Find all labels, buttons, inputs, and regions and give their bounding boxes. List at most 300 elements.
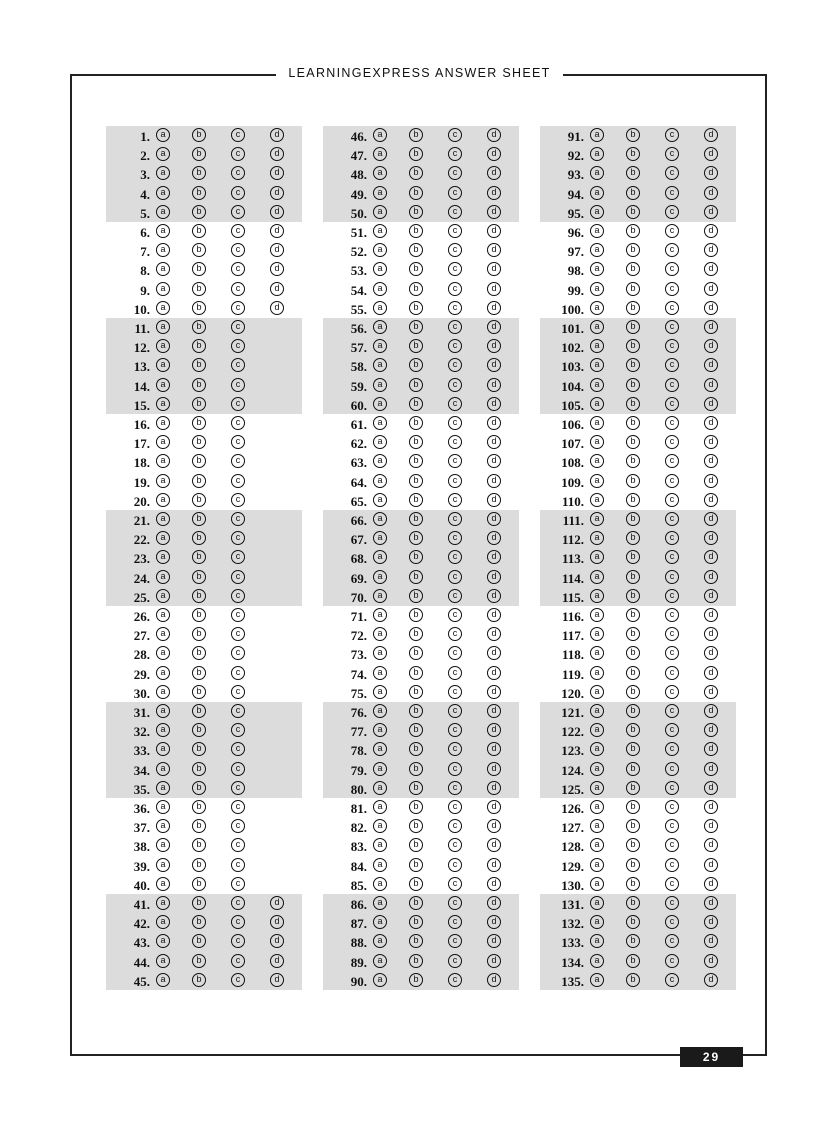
answer-bubble-d[interactable]: d bbox=[704, 166, 718, 180]
answer-bubble-c[interactable]: c bbox=[448, 877, 462, 891]
answer-bubble-a[interactable]: a bbox=[156, 781, 170, 795]
answer-bubble-c[interactable]: c bbox=[665, 934, 679, 948]
answer-bubble-b[interactable]: b bbox=[409, 128, 423, 142]
answer-bubble-a[interactable]: a bbox=[590, 646, 604, 660]
answer-bubble-c[interactable]: c bbox=[231, 550, 245, 564]
answer-bubble-c[interactable]: c bbox=[231, 262, 245, 276]
answer-bubble-b[interactable]: b bbox=[409, 416, 423, 430]
answer-bubble-a[interactable]: a bbox=[373, 493, 387, 507]
answer-bubble-d[interactable]: d bbox=[487, 627, 501, 641]
answer-bubble-b[interactable]: b bbox=[409, 973, 423, 987]
answer-bubble-a[interactable]: a bbox=[373, 550, 387, 564]
answer-bubble-a[interactable]: a bbox=[590, 205, 604, 219]
answer-bubble-d[interactable]: d bbox=[487, 934, 501, 948]
answer-bubble-a[interactable]: a bbox=[156, 896, 170, 910]
answer-bubble-c[interactable]: c bbox=[665, 896, 679, 910]
answer-bubble-a[interactable]: a bbox=[373, 186, 387, 200]
answer-bubble-c[interactable]: c bbox=[665, 627, 679, 641]
answer-bubble-a[interactable]: a bbox=[590, 224, 604, 238]
answer-bubble-d[interactable]: d bbox=[704, 512, 718, 526]
answer-bubble-a[interactable]: a bbox=[373, 339, 387, 353]
answer-bubble-c[interactable]: c bbox=[231, 493, 245, 507]
answer-bubble-a[interactable]: a bbox=[373, 435, 387, 449]
answer-bubble-c[interactable]: c bbox=[448, 378, 462, 392]
answer-bubble-c[interactable]: c bbox=[448, 666, 462, 680]
answer-bubble-c[interactable]: c bbox=[231, 781, 245, 795]
answer-bubble-a[interactable]: a bbox=[590, 781, 604, 795]
answer-bubble-d[interactable]: d bbox=[704, 608, 718, 622]
answer-bubble-b[interactable]: b bbox=[192, 128, 206, 142]
answer-bubble-d[interactable]: d bbox=[704, 301, 718, 315]
answer-bubble-b[interactable]: b bbox=[192, 589, 206, 603]
answer-bubble-c[interactable]: c bbox=[665, 570, 679, 584]
answer-bubble-d[interactable]: d bbox=[704, 243, 718, 257]
answer-bubble-c[interactable]: c bbox=[448, 128, 462, 142]
answer-bubble-d[interactable]: d bbox=[487, 474, 501, 488]
answer-bubble-c[interactable]: c bbox=[231, 762, 245, 776]
answer-bubble-a[interactable]: a bbox=[590, 397, 604, 411]
answer-bubble-a[interactable]: a bbox=[590, 608, 604, 622]
answer-bubble-c[interactable]: c bbox=[665, 493, 679, 507]
answer-bubble-a[interactable]: a bbox=[156, 608, 170, 622]
answer-bubble-a[interactable]: a bbox=[590, 800, 604, 814]
answer-bubble-a[interactable]: a bbox=[590, 301, 604, 315]
answer-bubble-c[interactable]: c bbox=[231, 627, 245, 641]
answer-bubble-a[interactable]: a bbox=[590, 493, 604, 507]
answer-bubble-c[interactable]: c bbox=[231, 282, 245, 296]
answer-bubble-c[interactable]: c bbox=[231, 646, 245, 660]
answer-bubble-a[interactable]: a bbox=[373, 704, 387, 718]
answer-bubble-d[interactable]: d bbox=[704, 474, 718, 488]
answer-bubble-d[interactable]: d bbox=[270, 282, 284, 296]
answer-bubble-d[interactable]: d bbox=[487, 262, 501, 276]
answer-bubble-c[interactable]: c bbox=[665, 301, 679, 315]
answer-bubble-d[interactable]: d bbox=[704, 973, 718, 987]
answer-bubble-c[interactable]: c bbox=[231, 224, 245, 238]
answer-bubble-a[interactable]: a bbox=[156, 954, 170, 968]
answer-bubble-b[interactable]: b bbox=[192, 262, 206, 276]
answer-bubble-d[interactable]: d bbox=[487, 781, 501, 795]
answer-bubble-b[interactable]: b bbox=[409, 704, 423, 718]
answer-bubble-a[interactable]: a bbox=[373, 589, 387, 603]
answer-bubble-c[interactable]: c bbox=[448, 358, 462, 372]
answer-bubble-d[interactable]: d bbox=[487, 550, 501, 564]
answer-bubble-b[interactable]: b bbox=[626, 954, 640, 968]
answer-bubble-c[interactable]: c bbox=[448, 973, 462, 987]
answer-bubble-b[interactable]: b bbox=[409, 474, 423, 488]
answer-bubble-d[interactable]: d bbox=[487, 493, 501, 507]
answer-bubble-c[interactable]: c bbox=[665, 358, 679, 372]
answer-bubble-c[interactable]: c bbox=[665, 685, 679, 699]
answer-bubble-c[interactable]: c bbox=[665, 147, 679, 161]
answer-bubble-a[interactable]: a bbox=[156, 186, 170, 200]
answer-bubble-a[interactable]: a bbox=[590, 454, 604, 468]
answer-bubble-d[interactable]: d bbox=[704, 685, 718, 699]
answer-bubble-b[interactable]: b bbox=[626, 358, 640, 372]
answer-bubble-a[interactable]: a bbox=[590, 742, 604, 756]
answer-bubble-b[interactable]: b bbox=[192, 896, 206, 910]
answer-bubble-c[interactable]: c bbox=[231, 166, 245, 180]
answer-bubble-c[interactable]: c bbox=[231, 358, 245, 372]
answer-bubble-b[interactable]: b bbox=[626, 877, 640, 891]
answer-bubble-c[interactable]: c bbox=[448, 896, 462, 910]
answer-bubble-c[interactable]: c bbox=[665, 742, 679, 756]
answer-bubble-b[interactable]: b bbox=[626, 397, 640, 411]
answer-bubble-a[interactable]: a bbox=[373, 358, 387, 372]
answer-bubble-c[interactable]: c bbox=[231, 454, 245, 468]
answer-bubble-c[interactable]: c bbox=[665, 320, 679, 334]
answer-bubble-b[interactable]: b bbox=[192, 378, 206, 392]
answer-bubble-d[interactable]: d bbox=[487, 435, 501, 449]
answer-bubble-a[interactable]: a bbox=[156, 704, 170, 718]
answer-bubble-a[interactable]: a bbox=[590, 262, 604, 276]
answer-bubble-b[interactable]: b bbox=[192, 934, 206, 948]
answer-bubble-c[interactable]: c bbox=[665, 435, 679, 449]
answer-bubble-d[interactable]: d bbox=[704, 838, 718, 852]
answer-bubble-a[interactable]: a bbox=[590, 704, 604, 718]
answer-bubble-a[interactable]: a bbox=[156, 358, 170, 372]
answer-bubble-a[interactable]: a bbox=[156, 378, 170, 392]
answer-bubble-a[interactable]: a bbox=[373, 781, 387, 795]
answer-bubble-a[interactable]: a bbox=[373, 973, 387, 987]
answer-bubble-a[interactable]: a bbox=[373, 666, 387, 680]
answer-bubble-b[interactable]: b bbox=[409, 838, 423, 852]
answer-bubble-c[interactable]: c bbox=[665, 915, 679, 929]
answer-bubble-b[interactable]: b bbox=[626, 435, 640, 449]
answer-bubble-b[interactable]: b bbox=[192, 838, 206, 852]
answer-bubble-b[interactable]: b bbox=[192, 608, 206, 622]
answer-bubble-c[interactable]: c bbox=[231, 819, 245, 833]
answer-bubble-a[interactable]: a bbox=[373, 378, 387, 392]
answer-bubble-d[interactable]: d bbox=[704, 435, 718, 449]
answer-bubble-c[interactable]: c bbox=[231, 896, 245, 910]
answer-bubble-b[interactable]: b bbox=[626, 282, 640, 296]
answer-bubble-c[interactable]: c bbox=[448, 531, 462, 545]
answer-bubble-d[interactable]: d bbox=[704, 550, 718, 564]
answer-bubble-b[interactable]: b bbox=[626, 666, 640, 680]
answer-bubble-c[interactable]: c bbox=[231, 954, 245, 968]
answer-bubble-c[interactable]: c bbox=[448, 454, 462, 468]
answer-bubble-d[interactable]: d bbox=[704, 819, 718, 833]
answer-bubble-c[interactable]: c bbox=[665, 723, 679, 737]
answer-bubble-a[interactable]: a bbox=[156, 723, 170, 737]
answer-bubble-c[interactable]: c bbox=[448, 282, 462, 296]
answer-bubble-c[interactable]: c bbox=[448, 224, 462, 238]
answer-bubble-a[interactable]: a bbox=[590, 627, 604, 641]
answer-bubble-c[interactable]: c bbox=[665, 954, 679, 968]
answer-bubble-a[interactable]: a bbox=[590, 512, 604, 526]
answer-bubble-c[interactable]: c bbox=[665, 858, 679, 872]
answer-bubble-b[interactable]: b bbox=[409, 493, 423, 507]
answer-bubble-b[interactable]: b bbox=[409, 301, 423, 315]
answer-bubble-d[interactable]: d bbox=[704, 742, 718, 756]
answer-bubble-d[interactable]: d bbox=[704, 781, 718, 795]
answer-bubble-b[interactable]: b bbox=[192, 723, 206, 737]
answer-bubble-d[interactable]: d bbox=[487, 339, 501, 353]
answer-bubble-a[interactable]: a bbox=[156, 934, 170, 948]
answer-bubble-c[interactable]: c bbox=[448, 512, 462, 526]
answer-bubble-b[interactable]: b bbox=[409, 954, 423, 968]
answer-bubble-c[interactable]: c bbox=[665, 166, 679, 180]
answer-bubble-b[interactable]: b bbox=[409, 608, 423, 622]
answer-bubble-b[interactable]: b bbox=[409, 627, 423, 641]
answer-bubble-a[interactable]: a bbox=[156, 416, 170, 430]
answer-bubble-b[interactable]: b bbox=[192, 474, 206, 488]
answer-bubble-d[interactable]: d bbox=[704, 186, 718, 200]
answer-bubble-a[interactable]: a bbox=[373, 166, 387, 180]
answer-bubble-c[interactable]: c bbox=[448, 589, 462, 603]
answer-bubble-d[interactable]: d bbox=[487, 378, 501, 392]
answer-bubble-d[interactable]: d bbox=[487, 282, 501, 296]
answer-bubble-b[interactable]: b bbox=[192, 186, 206, 200]
answer-bubble-a[interactable]: a bbox=[590, 589, 604, 603]
answer-bubble-c[interactable]: c bbox=[448, 493, 462, 507]
answer-bubble-b[interactable]: b bbox=[192, 915, 206, 929]
answer-bubble-c[interactable]: c bbox=[448, 608, 462, 622]
answer-bubble-d[interactable]: d bbox=[487, 301, 501, 315]
answer-bubble-c[interactable]: c bbox=[665, 819, 679, 833]
answer-bubble-b[interactable]: b bbox=[409, 800, 423, 814]
answer-bubble-b[interactable]: b bbox=[409, 282, 423, 296]
answer-bubble-c[interactable]: c bbox=[231, 704, 245, 718]
answer-bubble-b[interactable]: b bbox=[626, 704, 640, 718]
answer-bubble-d[interactable]: d bbox=[704, 416, 718, 430]
answer-bubble-a[interactable]: a bbox=[373, 915, 387, 929]
answer-bubble-d[interactable]: d bbox=[704, 358, 718, 372]
answer-bubble-d[interactable]: d bbox=[704, 589, 718, 603]
answer-bubble-d[interactable]: d bbox=[487, 531, 501, 545]
answer-bubble-c[interactable]: c bbox=[231, 877, 245, 891]
answer-bubble-a[interactable]: a bbox=[373, 205, 387, 219]
answer-bubble-b[interactable]: b bbox=[192, 224, 206, 238]
answer-bubble-b[interactable]: b bbox=[409, 742, 423, 756]
answer-bubble-b[interactable]: b bbox=[409, 397, 423, 411]
answer-bubble-c[interactable]: c bbox=[665, 282, 679, 296]
answer-bubble-c[interactable]: c bbox=[448, 147, 462, 161]
answer-bubble-a[interactable]: a bbox=[156, 320, 170, 334]
answer-bubble-b[interactable]: b bbox=[192, 416, 206, 430]
answer-bubble-b[interactable]: b bbox=[626, 934, 640, 948]
answer-bubble-a[interactable]: a bbox=[156, 685, 170, 699]
answer-bubble-a[interactable]: a bbox=[156, 858, 170, 872]
answer-bubble-c[interactable]: c bbox=[448, 397, 462, 411]
answer-bubble-a[interactable]: a bbox=[590, 282, 604, 296]
answer-bubble-b[interactable]: b bbox=[626, 800, 640, 814]
answer-bubble-b[interactable]: b bbox=[626, 474, 640, 488]
answer-bubble-d[interactable]: d bbox=[704, 128, 718, 142]
answer-bubble-c[interactable]: c bbox=[665, 186, 679, 200]
answer-bubble-b[interactable]: b bbox=[409, 723, 423, 737]
answer-bubble-d[interactable]: d bbox=[704, 723, 718, 737]
answer-bubble-b[interactable]: b bbox=[192, 435, 206, 449]
answer-bubble-b[interactable]: b bbox=[626, 608, 640, 622]
answer-bubble-a[interactable]: a bbox=[373, 397, 387, 411]
answer-bubble-c[interactable]: c bbox=[665, 205, 679, 219]
answer-bubble-b[interactable]: b bbox=[192, 166, 206, 180]
answer-bubble-c[interactable]: c bbox=[448, 339, 462, 353]
answer-bubble-c[interactable]: c bbox=[665, 877, 679, 891]
answer-bubble-c[interactable]: c bbox=[448, 742, 462, 756]
answer-bubble-a[interactable]: a bbox=[156, 339, 170, 353]
answer-bubble-a[interactable]: a bbox=[373, 742, 387, 756]
answer-bubble-d[interactable]: d bbox=[704, 570, 718, 584]
answer-bubble-c[interactable]: c bbox=[448, 550, 462, 564]
answer-bubble-c[interactable]: c bbox=[231, 723, 245, 737]
answer-bubble-b[interactable]: b bbox=[192, 301, 206, 315]
answer-bubble-a[interactable]: a bbox=[590, 186, 604, 200]
answer-bubble-b[interactable]: b bbox=[409, 589, 423, 603]
answer-bubble-a[interactable]: a bbox=[156, 128, 170, 142]
answer-bubble-c[interactable]: c bbox=[231, 128, 245, 142]
answer-bubble-d[interactable]: d bbox=[487, 186, 501, 200]
answer-bubble-d[interactable]: d bbox=[704, 320, 718, 334]
answer-bubble-b[interactable]: b bbox=[409, 435, 423, 449]
answer-bubble-c[interactable]: c bbox=[665, 531, 679, 545]
answer-bubble-d[interactable]: d bbox=[704, 646, 718, 660]
answer-bubble-c[interactable]: c bbox=[231, 397, 245, 411]
answer-bubble-a[interactable]: a bbox=[373, 858, 387, 872]
answer-bubble-b[interactable]: b bbox=[192, 954, 206, 968]
answer-bubble-d[interactable]: d bbox=[704, 934, 718, 948]
answer-bubble-b[interactable]: b bbox=[192, 397, 206, 411]
answer-bubble-a[interactable]: a bbox=[590, 378, 604, 392]
answer-bubble-a[interactable]: a bbox=[590, 838, 604, 852]
answer-bubble-a[interactable]: a bbox=[156, 838, 170, 852]
answer-bubble-c[interactable]: c bbox=[665, 397, 679, 411]
answer-bubble-c[interactable]: c bbox=[231, 435, 245, 449]
answer-bubble-b[interactable]: b bbox=[626, 205, 640, 219]
answer-bubble-d[interactable]: d bbox=[487, 723, 501, 737]
answer-bubble-d[interactable]: d bbox=[270, 186, 284, 200]
answer-bubble-a[interactable]: a bbox=[373, 762, 387, 776]
answer-bubble-c[interactable]: c bbox=[231, 934, 245, 948]
answer-bubble-b[interactable]: b bbox=[409, 550, 423, 564]
answer-bubble-c[interactable]: c bbox=[448, 186, 462, 200]
answer-bubble-b[interactable]: b bbox=[409, 262, 423, 276]
answer-bubble-c[interactable]: c bbox=[448, 416, 462, 430]
answer-bubble-c[interactable]: c bbox=[448, 838, 462, 852]
answer-bubble-b[interactable]: b bbox=[409, 877, 423, 891]
answer-bubble-b[interactable]: b bbox=[409, 243, 423, 257]
answer-bubble-d[interactable]: d bbox=[270, 128, 284, 142]
answer-bubble-d[interactable]: d bbox=[487, 666, 501, 680]
answer-bubble-c[interactable]: c bbox=[231, 915, 245, 929]
answer-bubble-a[interactable]: a bbox=[156, 973, 170, 987]
answer-bubble-a[interactable]: a bbox=[590, 570, 604, 584]
answer-bubble-b[interactable]: b bbox=[192, 877, 206, 891]
answer-bubble-a[interactable]: a bbox=[373, 685, 387, 699]
answer-bubble-d[interactable]: d bbox=[704, 915, 718, 929]
answer-bubble-b[interactable]: b bbox=[626, 781, 640, 795]
answer-bubble-d[interactable]: d bbox=[487, 819, 501, 833]
answer-bubble-b[interactable]: b bbox=[626, 646, 640, 660]
answer-bubble-a[interactable]: a bbox=[590, 550, 604, 564]
answer-bubble-d[interactable]: d bbox=[487, 954, 501, 968]
answer-bubble-d[interactable]: d bbox=[704, 397, 718, 411]
answer-bubble-c[interactable]: c bbox=[665, 474, 679, 488]
answer-bubble-a[interactable]: a bbox=[156, 435, 170, 449]
answer-bubble-d[interactable]: d bbox=[487, 704, 501, 718]
answer-bubble-b[interactable]: b bbox=[626, 512, 640, 526]
answer-bubble-a[interactable]: a bbox=[373, 608, 387, 622]
answer-bubble-d[interactable]: d bbox=[487, 685, 501, 699]
answer-bubble-a[interactable]: a bbox=[373, 954, 387, 968]
answer-bubble-a[interactable]: a bbox=[373, 531, 387, 545]
answer-bubble-c[interactable]: c bbox=[231, 800, 245, 814]
answer-bubble-b[interactable]: b bbox=[409, 186, 423, 200]
answer-bubble-d[interactable]: d bbox=[487, 915, 501, 929]
answer-bubble-c[interactable]: c bbox=[231, 474, 245, 488]
answer-bubble-a[interactable]: a bbox=[373, 416, 387, 430]
answer-bubble-a[interactable]: a bbox=[156, 646, 170, 660]
answer-bubble-d[interactable]: d bbox=[487, 224, 501, 238]
answer-bubble-c[interactable]: c bbox=[665, 646, 679, 660]
answer-bubble-d[interactable]: d bbox=[487, 166, 501, 180]
answer-bubble-b[interactable]: b bbox=[626, 723, 640, 737]
answer-bubble-c[interactable]: c bbox=[448, 570, 462, 584]
answer-bubble-d[interactable]: d bbox=[487, 570, 501, 584]
answer-bubble-d[interactable]: d bbox=[487, 742, 501, 756]
answer-bubble-c[interactable]: c bbox=[448, 954, 462, 968]
answer-bubble-b[interactable]: b bbox=[626, 339, 640, 353]
answer-bubble-b[interactable]: b bbox=[192, 243, 206, 257]
answer-bubble-a[interactable]: a bbox=[156, 301, 170, 315]
answer-bubble-c[interactable]: c bbox=[448, 781, 462, 795]
answer-bubble-c[interactable]: c bbox=[448, 646, 462, 660]
answer-bubble-a[interactable]: a bbox=[590, 474, 604, 488]
answer-bubble-c[interactable]: c bbox=[665, 800, 679, 814]
answer-bubble-c[interactable]: c bbox=[448, 262, 462, 276]
answer-bubble-c[interactable]: c bbox=[665, 666, 679, 680]
answer-bubble-a[interactable]: a bbox=[156, 627, 170, 641]
answer-bubble-a[interactable]: a bbox=[373, 819, 387, 833]
answer-bubble-d[interactable]: d bbox=[704, 627, 718, 641]
answer-bubble-c[interactable]: c bbox=[448, 301, 462, 315]
answer-bubble-d[interactable]: d bbox=[487, 416, 501, 430]
answer-bubble-d[interactable]: d bbox=[704, 896, 718, 910]
answer-bubble-b[interactable]: b bbox=[192, 819, 206, 833]
answer-bubble-d[interactable]: d bbox=[270, 973, 284, 987]
answer-bubble-a[interactable]: a bbox=[156, 166, 170, 180]
answer-bubble-b[interactable]: b bbox=[409, 454, 423, 468]
answer-bubble-c[interactable]: c bbox=[448, 243, 462, 257]
answer-bubble-a[interactable]: a bbox=[373, 128, 387, 142]
answer-bubble-c[interactable]: c bbox=[231, 608, 245, 622]
answer-bubble-b[interactable]: b bbox=[409, 166, 423, 180]
answer-bubble-c[interactable]: c bbox=[448, 858, 462, 872]
answer-bubble-b[interactable]: b bbox=[626, 224, 640, 238]
answer-bubble-c[interactable]: c bbox=[448, 627, 462, 641]
answer-bubble-d[interactable]: d bbox=[487, 608, 501, 622]
answer-bubble-d[interactable]: d bbox=[487, 205, 501, 219]
answer-bubble-d[interactable]: d bbox=[487, 128, 501, 142]
answer-bubble-a[interactable]: a bbox=[590, 416, 604, 430]
answer-bubble-d[interactable]: d bbox=[704, 378, 718, 392]
answer-bubble-b[interactable]: b bbox=[626, 493, 640, 507]
answer-bubble-a[interactable]: a bbox=[156, 397, 170, 411]
answer-bubble-a[interactable]: a bbox=[373, 243, 387, 257]
answer-bubble-d[interactable]: d bbox=[704, 877, 718, 891]
answer-bubble-b[interactable]: b bbox=[192, 973, 206, 987]
answer-bubble-c[interactable]: c bbox=[231, 186, 245, 200]
answer-bubble-a[interactable]: a bbox=[373, 282, 387, 296]
answer-bubble-a[interactable]: a bbox=[156, 531, 170, 545]
answer-bubble-b[interactable]: b bbox=[409, 512, 423, 526]
answer-bubble-b[interactable]: b bbox=[192, 454, 206, 468]
answer-bubble-d[interactable]: d bbox=[487, 646, 501, 660]
answer-bubble-b[interactable]: b bbox=[192, 205, 206, 219]
answer-bubble-a[interactable]: a bbox=[590, 877, 604, 891]
